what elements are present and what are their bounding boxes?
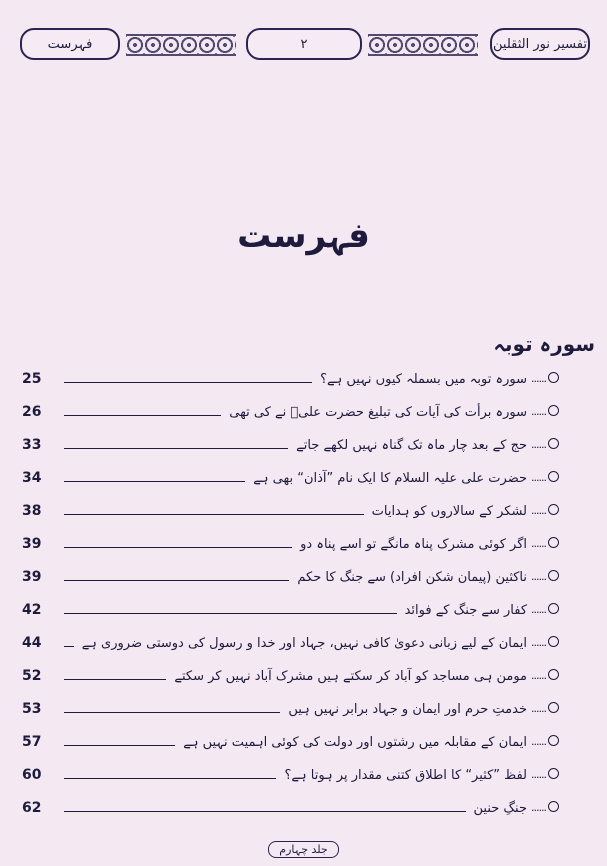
leader-dots: ...... <box>531 603 546 616</box>
entry-title: حج کے بعد چار ماہ تک گناہ نہیں لکھے جاتے <box>296 438 528 453</box>
toc-entry[interactable] <box>22 719 559 752</box>
entry-title: کفار سے جنگ کے فوائد <box>404 603 528 618</box>
section-heading: سورہ توبہ <box>493 332 595 356</box>
header-book-title: تفسیر نور الثقلین <box>493 36 587 52</box>
leader-line <box>64 811 466 812</box>
entry-page: 38 <box>22 503 42 519</box>
toc-entry[interactable] <box>22 554 559 587</box>
leader-dots: ...... <box>531 504 546 517</box>
toc-entry[interactable] <box>22 488 559 521</box>
bullet-circle-icon <box>548 405 559 416</box>
entry-page: 26 <box>22 404 42 420</box>
entry-page: 42 <box>22 602 42 618</box>
bullet-circle-icon <box>548 471 559 482</box>
bullet-circle-icon <box>548 801 559 812</box>
entry-title: ایمان کے لیے زبانی دعویٰ کافی نہیں، جہاد اور خدا و رسول کی دوستی ضروری ہے <box>81 636 528 651</box>
ornament-right <box>368 34 478 56</box>
leader-line <box>64 448 288 449</box>
entry-page: 57 <box>22 734 42 750</box>
leader-dots: ...... <box>531 636 546 649</box>
entry-title: مومن ہی مساجد کو آباد کر سکتے ہیں مشرک آباد نہیں کر سکتے <box>174 669 528 684</box>
entry-title: لفظ ”کثیر“ کا اطلاق کتنی مقدار پر ہوتا ہے؟ <box>284 768 528 783</box>
header-page-number: ۲ <box>300 36 308 52</box>
leader-dots: ...... <box>531 405 546 418</box>
entry-title: سورہ برأت کی آیات کی تبلیغ حضرت علیؑ نے کی تھی <box>229 405 528 420</box>
leader-dots: ...... <box>531 669 546 682</box>
volume-label: جلد چہارم <box>268 841 338 858</box>
entry-title: حضرت علی علیہ السلام کا ایک نام ”آذان“ بھی ہے <box>253 471 528 486</box>
bullet-circle-icon <box>548 504 559 515</box>
entry-page: 52 <box>22 668 42 684</box>
leader-line <box>64 382 312 383</box>
toc-entry[interactable] <box>22 389 559 422</box>
entry-page: 34 <box>22 470 42 486</box>
bullet-circle-icon <box>548 702 559 713</box>
entry-title: سورہ توبہ میں بسملہ کیوں نہیں ہے؟ <box>320 372 528 387</box>
leader-dots: ...... <box>531 570 546 583</box>
leader-dots: ...... <box>531 438 546 451</box>
toc-entry[interactable] <box>22 587 559 620</box>
leader-line <box>64 481 245 482</box>
bullet-circle-icon <box>548 735 559 746</box>
entry-page: 39 <box>22 536 42 552</box>
page-title: فہرست <box>237 216 370 256</box>
toc-entry[interactable] <box>22 653 559 686</box>
entry-title: ایمان کے مقابلہ میں رشتوں اور دولت کی کوئی اہمیت نہیں ہے <box>183 735 528 750</box>
section-title-frame <box>20 28 120 60</box>
leader-dots: ...... <box>531 372 546 385</box>
entry-page: 33 <box>22 437 42 453</box>
bullet-circle-icon <box>548 603 559 614</box>
leader-line <box>64 415 221 416</box>
bullet-circle-icon <box>548 669 559 680</box>
bullet-circle-icon <box>548 438 559 449</box>
leader-line <box>64 580 289 581</box>
toc-entry[interactable] <box>22 620 559 653</box>
toc-entry[interactable] <box>22 752 559 785</box>
leader-dots: ...... <box>531 768 546 781</box>
bullet-circle-icon <box>548 537 559 548</box>
toc-entry[interactable] <box>22 422 559 455</box>
leader-line <box>64 745 175 746</box>
toc-entry[interactable] <box>22 785 559 818</box>
leader-line <box>64 712 280 713</box>
entry-page: 62 <box>22 800 42 816</box>
bullet-circle-icon <box>548 636 559 647</box>
entry-page: 53 <box>22 701 42 717</box>
entry-title: اگر کوئی مشرک پناہ مانگے تو اسے پناہ دو <box>300 537 528 552</box>
header-section-title: فہرست <box>47 36 93 52</box>
leader-line <box>64 778 276 779</box>
entry-page: 39 <box>22 569 42 585</box>
leader-dots: ...... <box>531 537 546 550</box>
leader-line <box>64 547 292 548</box>
entry-page: 44 <box>22 635 42 651</box>
leader-line <box>64 613 397 614</box>
toc-entry[interactable] <box>22 356 559 389</box>
entry-title: ناکثین (پیمان شکن افراد) سے جنگ کا حکم <box>297 570 528 585</box>
leader-dots: ...... <box>531 702 546 715</box>
page-header <box>8 26 599 62</box>
leader-line <box>64 679 166 680</box>
entry-title: لشکر کے سالاروں کو ہدایات <box>371 504 528 519</box>
ornament-left <box>126 34 236 56</box>
entry-title: خدمتِ حرم اور ایمان و جہاد برابر نہیں ہیں <box>288 702 528 717</box>
page-number-frame <box>246 28 362 60</box>
toc-entry[interactable] <box>22 521 559 554</box>
leader-line <box>64 646 74 647</box>
toc-entry[interactable] <box>22 455 559 488</box>
leader-line <box>64 514 364 515</box>
entry-page: 25 <box>22 371 42 387</box>
bullet-circle-icon <box>548 372 559 383</box>
bullet-circle-icon <box>548 570 559 581</box>
leader-dots: ...... <box>531 471 546 484</box>
toc-entry[interactable] <box>22 686 559 719</box>
entry-title: جنگِ حنین <box>473 801 528 816</box>
toc-list <box>22 356 559 818</box>
book-title-frame <box>490 28 590 60</box>
entry-page: 60 <box>22 767 42 783</box>
leader-dots: ...... <box>531 735 546 748</box>
bullet-circle-icon <box>548 768 559 779</box>
footer <box>0 838 607 858</box>
leader-dots: ...... <box>531 801 546 814</box>
